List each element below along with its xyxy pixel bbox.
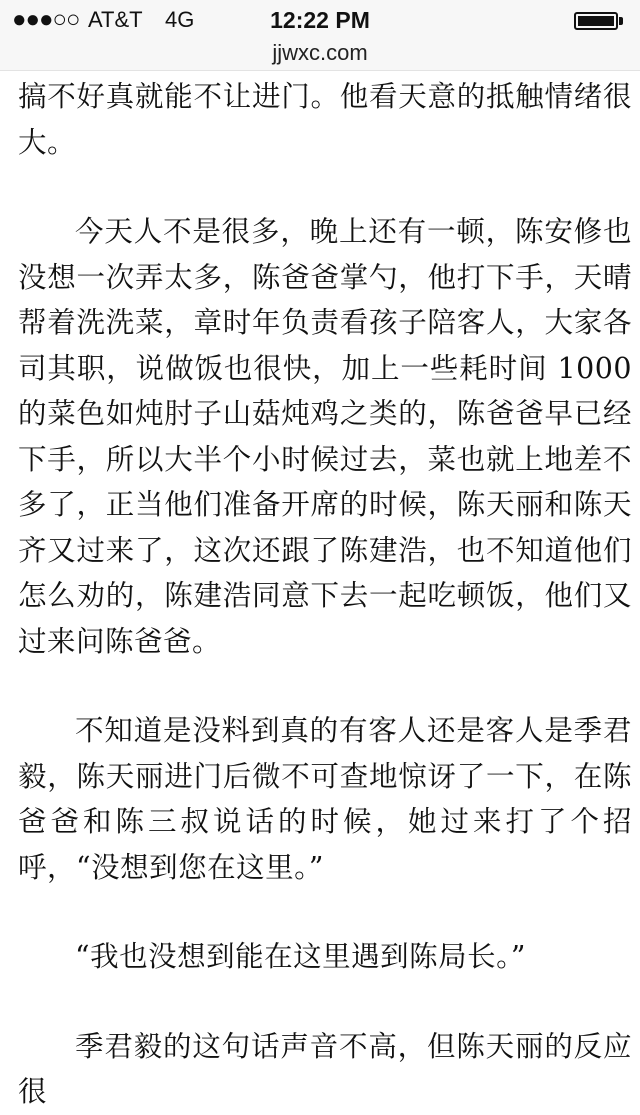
network-type: 4G (165, 7, 195, 32)
address-bar[interactable] (0, 40, 640, 71)
article-paragraph: 季君毅的这句话声音不高，但陈天丽的反应很 (18, 1029, 632, 1108)
battery-level-fill (578, 16, 614, 26)
carrier-name: AT&T (88, 7, 143, 32)
article-paragraph: 搞不好真就能不让进门。他看天意的抵触情绪很大。 (18, 80, 632, 159)
article-paragraph: “我也没想到能在这里遇到陈局长。” (75, 940, 526, 973)
battery-tip (619, 17, 623, 25)
article-paragraph: 今天人不是很多，晚上还有一顿，陈安修也没想一次弄太多，陈爸爸掌勺，他打下手，天晴帮着洗洗菜，章时年负责看孩子陪客人，大家各司其职，说做饭也很快，加上一些耗时间 1000 的菜色如炖肘子山菇炖鸡之类的，陈爸爸早已经下手，所以大半个小时候过去，菜也就上地差不多了，正当他们准备开席的时候，陈天丽和陈天齐又过来了，这次还跟了陈建浩，也不知道他们怎么劝的，陈建浩同意下去一起吃顿饭，他们又过来问陈爸爸。 (18, 215, 632, 658)
article-content (18, 70, 632, 1108)
url-text[interactable]: jjwxc.com (272, 40, 368, 65)
status-bar (0, 0, 640, 40)
battery-icon (574, 12, 626, 32)
battery-body (574, 12, 618, 30)
signal-strength-icon: ●●●○○ (12, 6, 80, 33)
clock: 12:22 PM (270, 7, 370, 33)
article-paragraph: 不知道是没料到真的有客人还是客人是季君毅，陈天丽进门后微不可查地惊讶了一下，在陈爸爸和陈三叔说话的时候，她过来打了个招呼，“没想到您在这里。” (18, 714, 632, 884)
